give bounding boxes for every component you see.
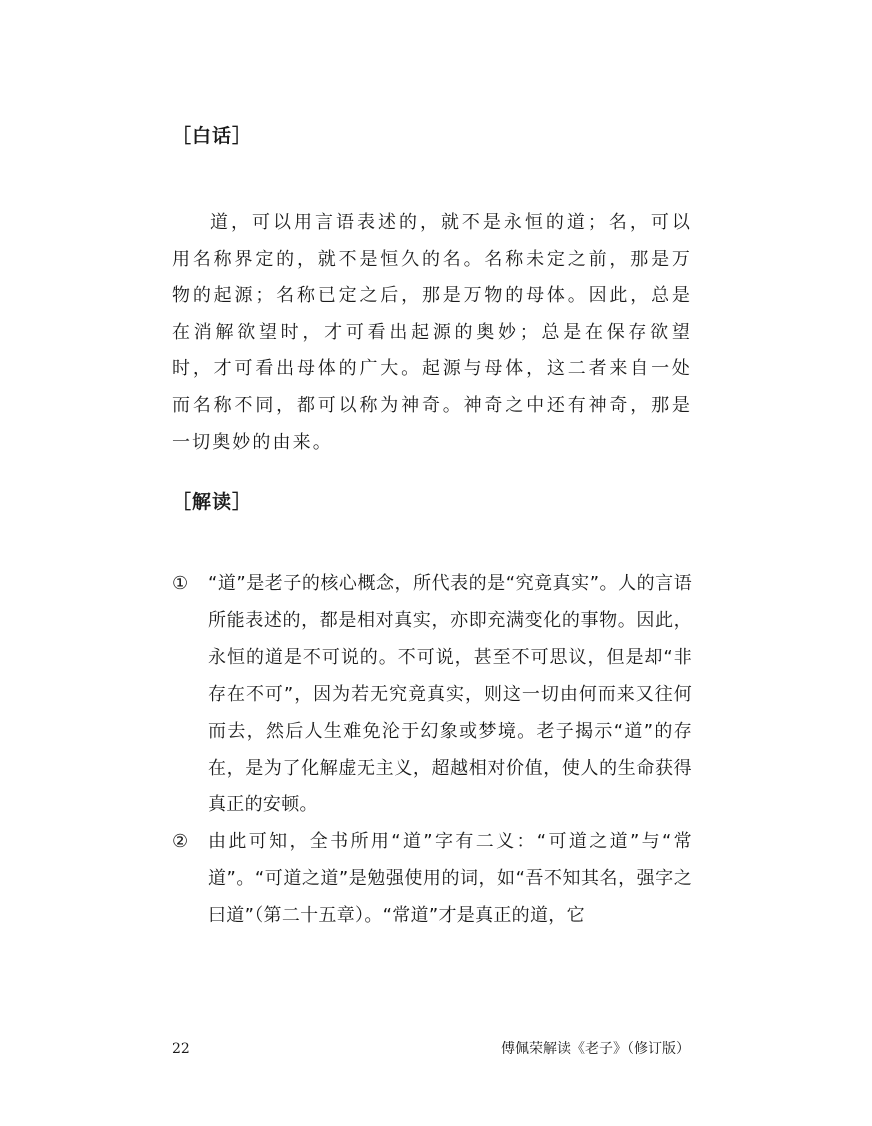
page-number: 22	[172, 1041, 190, 1057]
section-heading-baihua: ［白话］	[172, 125, 253, 147]
jiedu-note-2	[172, 824, 692, 935]
note-marker: ①	[172, 573, 189, 594]
note-marker: ②	[172, 831, 189, 853]
note-text: 由此可知，全书所用“道”字有二义：“可道之道”与“常道”。“可道之道”是勉强使用的词，如“吾不知其名，强字之曰道”（第二十五章）。“常道”才是真正的道，它	[208, 831, 692, 927]
section-heading-jiedu: ［解读］	[172, 491, 253, 513]
jiedu-notes-list	[172, 566, 692, 935]
jiedu-note-1	[172, 566, 692, 824]
running-footer-book-title: 傅佩荣解读《老子》（修订版）	[501, 1041, 690, 1057]
note-text: “道”是老子的核心概念，所代表的是“究竟真实”。人的言语所能表述的，都是相对真实，亦即充满变化的事物。因此，永恒的道是不可说的。不可说，甚至不可思议，但是却“非存在不可”，因为若无究竟真实，则这一切由何而来又往何而去，然后人生难免沦于幻象或梦境。老子揭示“道”的存在，是为了化解虚无主义，超越相对价值，使人的生命获得真正的安顿。	[208, 573, 692, 816]
baihua-paragraph: 道，可以用言语表述的，就不是永恒的道；名，可以用名称界定的，就不是恒久的名。名称未定之前，那是万物的起源；名称已定之后，那是万物的母体。因此，总是在消解欲望时，才可看出起源的奥妙；总是在保存欲望时，才可看出母体的广大。起源与母体，这二者来自一处而名称不同，都可以称为神奇。神奇之中还有神奇，那是一切奥妙的由来。	[172, 212, 692, 453]
